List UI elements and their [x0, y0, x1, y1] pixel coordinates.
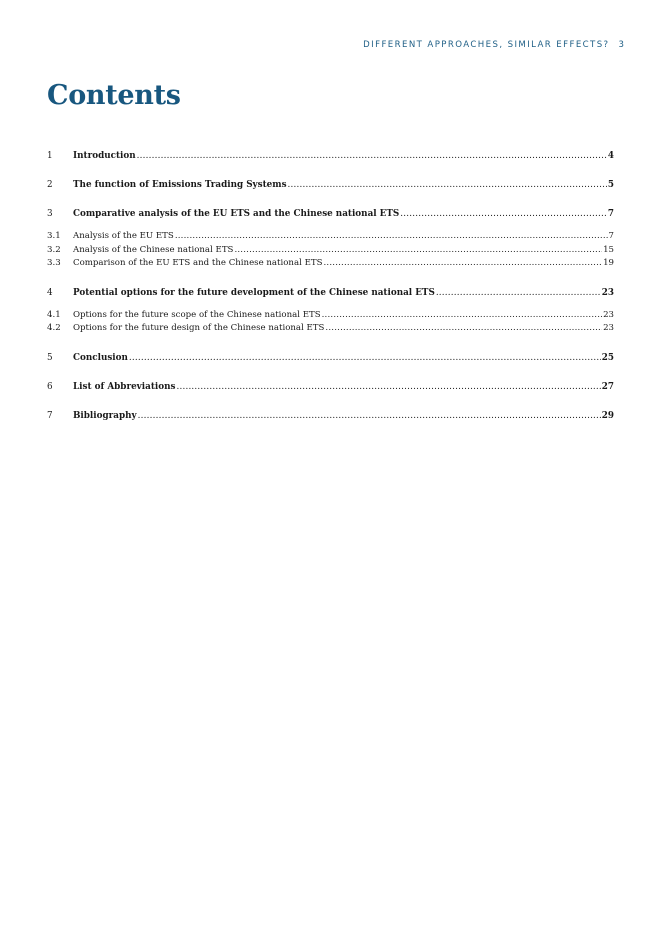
dot-leader: [288, 178, 607, 192]
dot-leader: [400, 207, 607, 221]
toc-subsection-entry[interactable]: [47, 309, 614, 323]
toc-label: Bibliography: [73, 410, 137, 421]
dot-leader: [436, 286, 601, 300]
toc-chapter-entry[interactable]: [47, 286, 614, 300]
toc-page-number: 23: [603, 309, 614, 320]
dot-leader: [325, 322, 602, 336]
toc-page-number: 19: [603, 258, 614, 268]
toc-number: 7: [47, 410, 53, 421]
toc-chapter-entry[interactable]: [47, 178, 614, 192]
toc-chapter-entry[interactable]: [47, 380, 614, 394]
toc-number: 4: [47, 287, 53, 298]
toc-label: Potential options for the future development of the Chinese national ETS: [73, 287, 435, 298]
toc-chapter: [47, 380, 614, 394]
toc-label: Analysis of the Chinese national ETS: [73, 244, 234, 255]
toc-chapter: [47, 409, 614, 423]
toc-label: Options for the future scope of the Chinese national ETS: [73, 309, 321, 320]
toc-page-number: 23: [601, 287, 614, 298]
toc-label: Comparison of the EU ETS and the Chinese national ETS: [73, 258, 323, 268]
dot-leader: [129, 351, 601, 365]
toc-label: Conclusion: [73, 352, 128, 363]
toc-chapter-entry[interactable]: [47, 409, 614, 423]
toc-label: Comparative analysis of the EU ETS and the Chinese national ETS: [73, 209, 400, 219]
toc-number: 1: [47, 151, 53, 161]
dot-leader: [176, 380, 600, 394]
toc-number: 3.1: [47, 231, 61, 241]
toc-label: Options for the future design of the Chinese national ETS: [73, 323, 325, 333]
toc-subsections: [47, 230, 614, 271]
toc-chapter: [47, 286, 614, 336]
toc-subsection-entry[interactable]: [47, 257, 614, 271]
toc-chapter: [47, 178, 614, 192]
toc-number: 2: [47, 180, 53, 190]
page-number: 3: [618, 40, 624, 50]
toc-label: Analysis of the EU ETS: [73, 231, 174, 241]
toc-chapter-entry[interactable]: [47, 149, 614, 163]
toc-page-number: 15: [603, 244, 614, 255]
dot-leader: [175, 230, 608, 244]
toc-number: 3.2: [47, 244, 61, 255]
toc-chapter: [47, 207, 614, 271]
toc-subsection-entry[interactable]: [47, 230, 614, 244]
toc-chapter-entry[interactable]: [47, 351, 614, 365]
toc-number: 6: [47, 381, 53, 392]
toc-page-number: 5: [607, 180, 614, 190]
toc-page-number: 27: [601, 381, 614, 392]
toc-number: 4.2: [47, 323, 61, 333]
contents-title: Contents: [47, 80, 181, 111]
toc-subsections: [47, 309, 614, 336]
toc-chapter: [47, 351, 614, 365]
toc-subsection-entry[interactable]: [47, 244, 614, 258]
table-of-contents: [47, 149, 614, 438]
toc-page-number: 4: [607, 151, 614, 161]
toc-label: List of Abbreviations: [73, 381, 176, 392]
toc-page-number: 23: [603, 323, 614, 333]
toc-label: Introduction: [73, 151, 136, 161]
toc-number: 3: [47, 209, 53, 219]
running-header: [363, 40, 624, 50]
dot-leader: [322, 309, 602, 323]
toc-page-number: 7: [607, 209, 614, 219]
running-title: DIFFERENT APPROACHES, SIMILAR EFFECTS?: [363, 40, 610, 50]
toc-chapter: [47, 149, 614, 163]
toc-number: 3.3: [47, 258, 61, 268]
toc-subsection-entry[interactable]: [47, 322, 614, 336]
toc-number: 4.1: [47, 309, 61, 320]
toc-label: The function of Emissions Trading Systems: [73, 180, 287, 190]
dot-leader: [234, 244, 602, 258]
toc-page-number: 25: [601, 352, 614, 363]
dot-leader: [138, 409, 601, 423]
toc-number: 5: [47, 352, 53, 363]
toc-chapter-entry[interactable]: [47, 207, 614, 221]
dot-leader: [137, 149, 607, 163]
dot-leader: [323, 257, 602, 271]
toc-page-number: 29: [601, 410, 614, 421]
toc-page-number: 7: [608, 231, 614, 241]
